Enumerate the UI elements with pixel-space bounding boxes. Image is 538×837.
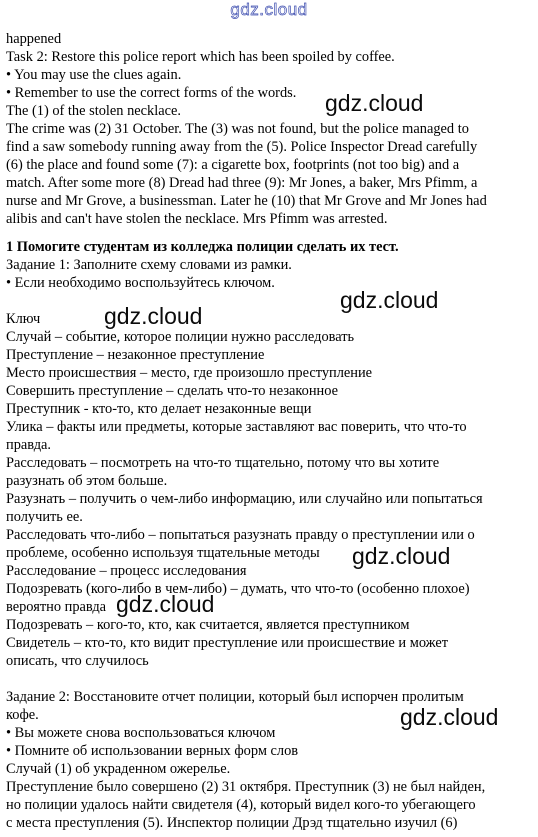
key-heading: Ключ — [6, 311, 41, 327]
text-line: • Remember to use the correct forms of the words. — [6, 85, 297, 101]
text-line: Случай – событие, которое полиции нужно расследовать — [6, 329, 355, 345]
text-line: find a saw somebody running away from the (5). Police Inspector Dread carefully — [6, 139, 478, 155]
text-line: описать, что случилось — [6, 653, 149, 669]
text-line: Преступление было совершено (2) 31 октября. Преступник (3) не был найден, — [6, 779, 486, 795]
text-line: проблеме, особенно используя тщательные методы — [6, 545, 320, 561]
text-line: Подозревать – кого-то, кто, как считается, является преступником — [6, 617, 410, 633]
text-line: The crime was (2) 31 October. The (3) was not found, but the police managed to — [6, 121, 469, 137]
text-line: вероятно правда — [6, 599, 107, 615]
text-line: (6) the place and found some (7): a cigarette box, footprints (not too big) and a — [6, 157, 460, 173]
text-line: alibis and can't have stolen the necklace. Mrs Pfimm was arrested. — [6, 211, 388, 227]
watermark: gdz.cloud — [352, 543, 451, 569]
text-line: Случай (1) об украденном ожерелье. — [6, 761, 231, 777]
text-line: Расследование – процесс исследования — [6, 563, 247, 579]
text-line: но полиции удалось найти свидетеля (4), который видел кого-то убегающего — [6, 797, 476, 813]
text-line: Task 2: Restore this police report which has been spoiled by coffee. — [6, 49, 395, 65]
text-line: Улика – факты или предметы, которые заставляют вас поверить, что что-то — [6, 419, 467, 435]
watermark: gdz.cloud — [400, 704, 499, 730]
text-line: nurse and Mr Grove, a businessman. Later he (10) that Mr Grove and Mr Jones had — [6, 193, 487, 209]
text-line: Преступник - кто-то, кто делает незаконные вещи — [6, 401, 312, 417]
watermark: gdz.cloud — [104, 303, 203, 329]
text-line: Разузнать – получить о чем-либо информацию, или случайно или попытаться — [6, 491, 483, 507]
text-line: Подозревать (кого-либо в чем-либо) – думать, что что-то (особенно плохое) — [6, 581, 470, 597]
section-heading: 1 Помогите студентам из колледжа полиции сделать их тест. — [6, 239, 399, 255]
text-line: правда. — [6, 437, 52, 453]
text-line: • Помните об использовании верных форм слов — [6, 743, 299, 759]
text-line: кофе. — [6, 707, 39, 723]
text-line: Место происшествия – место, где произошло преступление — [6, 365, 373, 381]
text-line: happened — [6, 31, 62, 47]
text-line: • Если необходимо воспользуйтесь ключом. — [6, 275, 275, 291]
watermark: gdz.cloud — [340, 287, 439, 313]
watermark: gdz.cloud — [325, 90, 424, 116]
text-line: Свидетель – кто-то, кто видит преступление или происшествие и может — [6, 635, 449, 651]
text-line: • You may use the clues again. — [6, 67, 182, 83]
text-line: Расследовать что-либо – попытаться разузнать правду о преступлении или о — [6, 527, 475, 543]
text-line: получить ее. — [6, 509, 83, 525]
text-line: Преступление – незаконное преступление — [6, 347, 265, 363]
text-line: Совершить преступление – сделать что-то незаконное — [6, 383, 339, 399]
text-line: Задание 2: Восстановите отчет полиции, который был испорчен пролитым — [6, 689, 464, 705]
text-line: The (1) of the stolen necklace. — [6, 103, 182, 119]
watermark-top: gdz.cloud — [230, 0, 308, 19]
watermark: gdz.cloud — [116, 591, 215, 617]
text-line: match. After some more (8) Dread had three (9): Mr Jones, a baker, Mrs Pfimm, a — [6, 175, 478, 191]
text-line: • Вы можете снова воспользоваться ключом — [6, 725, 276, 741]
text-line: Задание 1: Заполните схему словами из рамки. — [6, 257, 292, 273]
text-line: с места преступления (5). Инспектор полиции Дрэд тщательно изучил (6) — [6, 815, 458, 831]
text-line: Расследовать – посмотреть на что-то тщательно, потому что вы хотите — [6, 455, 440, 471]
text-line: разузнать об этом больше. — [6, 473, 168, 489]
